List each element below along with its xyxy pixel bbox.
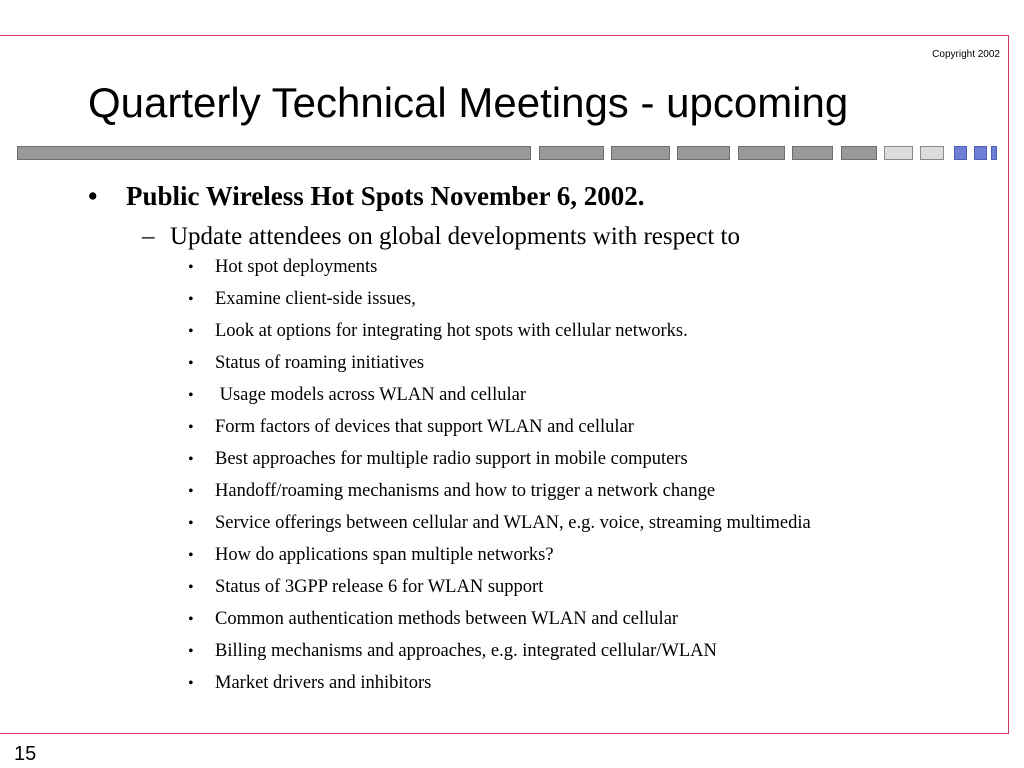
list-item <box>188 642 888 661</box>
bullet-marker: • <box>88 181 98 211</box>
list-item <box>188 418 888 437</box>
page-number: 15 <box>14 743 37 765</box>
slide-title: Quarterly Technical Meetings - upcoming <box>88 79 849 126</box>
list-item <box>188 546 888 565</box>
bullet-marker: • <box>188 355 194 372</box>
decorative-bar <box>792 146 833 160</box>
topic-list <box>188 258 888 706</box>
list-item-text: How do applications span multiple networks? <box>215 545 554 565</box>
list-item <box>188 258 888 277</box>
decorative-bar <box>841 146 877 160</box>
bullet-marker: • <box>188 451 194 468</box>
decorative-bar <box>974 146 987 160</box>
dash-marker: – <box>142 223 155 250</box>
list-item <box>188 386 888 405</box>
bullet-marker: • <box>188 611 194 628</box>
decorative-bar <box>539 146 604 160</box>
list-item-text: Market drivers and inhibitors <box>215 673 432 693</box>
sub-bullet-text: Update attendees on global developments with respect to <box>170 223 740 250</box>
copyright-notice: Copyright 2002 <box>932 49 1000 60</box>
list-item-text: Hot spot deployments <box>215 257 378 277</box>
decorative-bar <box>17 146 531 160</box>
list-item-text: Status of 3GPP release 6 for WLAN support <box>215 577 544 597</box>
list-item <box>188 674 888 693</box>
bullet-marker: • <box>188 387 194 404</box>
bullet-marker: • <box>188 547 194 564</box>
list-item-text: Examine client-side issues, <box>215 289 416 309</box>
list-item-text: Best approaches for multiple radio support in mobile computers <box>215 449 688 469</box>
list-item-text: Look at options for integrating hot spots with cellular networks. <box>215 321 688 341</box>
bullet-marker: • <box>188 483 194 500</box>
list-item <box>188 482 888 501</box>
bullet-marker: • <box>188 579 194 596</box>
bullet-marker: • <box>188 643 194 660</box>
decorative-bar <box>920 146 944 160</box>
list-item-text: Billing mechanisms and approaches, e.g. integrated cellular/WLAN <box>215 641 717 661</box>
bullet-marker: • <box>188 515 194 532</box>
list-item <box>188 450 888 469</box>
bullet-marker: • <box>188 675 194 692</box>
list-item <box>188 354 888 373</box>
decorative-bar <box>884 146 913 160</box>
list-item-text: Service offerings between cellular and WLAN, e.g. voice, streaming multimedia <box>215 513 811 533</box>
list-item-text: Handoff/roaming mechanisms and how to trigger a network change <box>215 481 716 501</box>
list-item <box>188 322 888 341</box>
list-item <box>188 578 888 597</box>
list-item <box>188 290 888 309</box>
main-bullet-text: Public Wireless Hot Spots November 6, 2002. <box>126 181 645 211</box>
list-item <box>188 610 888 629</box>
bullet-marker: • <box>188 259 194 276</box>
list-item-text: Status of roaming initiatives <box>215 353 425 373</box>
decorative-bar <box>677 146 730 160</box>
list-item-text: Common authentication methods between WLAN and cellular <box>215 609 679 629</box>
bullet-marker: • <box>188 323 194 340</box>
list-item <box>188 514 855 533</box>
decorative-bar <box>954 146 967 160</box>
decorative-bar <box>611 146 670 160</box>
decorative-bar <box>738 146 785 160</box>
list-item-text: Form factors of devices that support WLAN and cellular <box>215 417 634 437</box>
bullet-marker: • <box>188 419 194 436</box>
decorative-bar <box>991 146 997 160</box>
list-item-text: Usage models across WLAN and cellular <box>215 385 526 405</box>
bullet-marker: • <box>188 291 194 308</box>
